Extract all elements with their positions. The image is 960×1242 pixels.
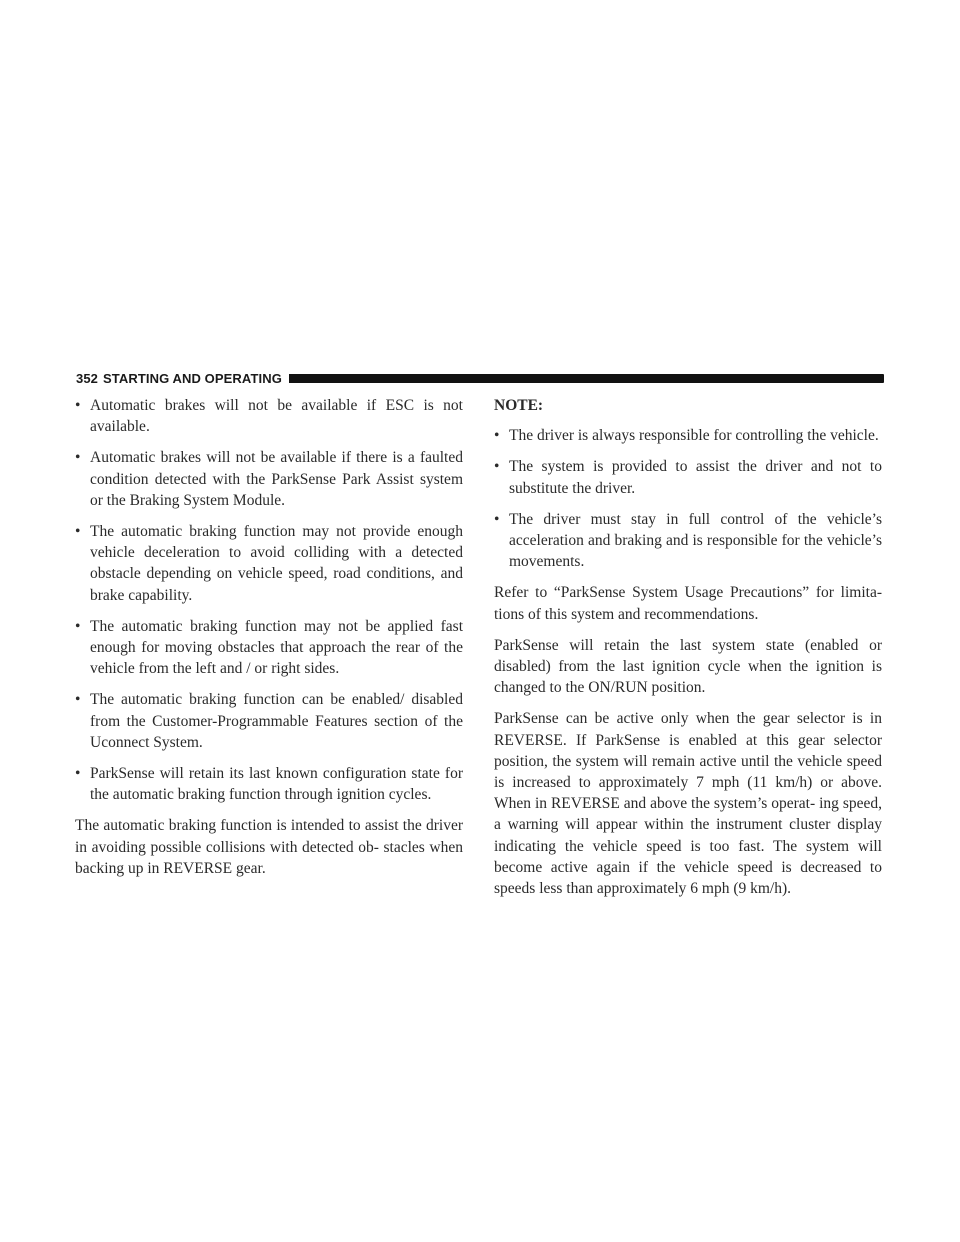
- list-item: [75, 521, 463, 606]
- list-item: [75, 616, 463, 680]
- note-bullet-list: [494, 425, 882, 572]
- body-paragraph: ParkSense can be active only when the gear selector is in REVERSE. If ParkSense is enabled at this gear selector position, the system will remain active until the vehicle speed is increased to approximately 7 mph (11 km/h) or above. When in REVERSE and above the system’s operat- ing speed, a warning will appear within the instrument cluster display indicating the vehicle speed is too fast. The system will become active again if the vehicle speed is decreased to speeds less than approximately 6 mph (9 km/h).: [494, 710, 882, 898]
- list-item-text: Automatic brakes will not be available if ESC is not available.: [90, 397, 463, 436]
- body-paragraph: The automatic braking function is intended to assist the driver in avoiding possible collisions with detected ob- stacles when backing up in REVERSE gear.: [75, 817, 463, 877]
- body-paragraph: Refer to “ParkSense System Usage Precautions” for limita- tions of this system and recommendations.: [494, 584, 882, 623]
- list-item-text: The system is provided to assist the driver and not to substitute the driver.: [509, 458, 882, 497]
- page-header: [76, 370, 884, 386]
- left-column: [75, 395, 463, 889]
- bullet-icon: •: [75, 397, 81, 414]
- bullet-icon: •: [75, 617, 81, 635]
- bullet-icon: •: [75, 449, 81, 467]
- bullet-icon: •: [75, 691, 81, 709]
- header-rule: [289, 374, 884, 383]
- list-item-text: Automatic brakes will not be available if there is a faulted condition detected with the ParkSense Park Assist system or the Braking System Module.: [90, 449, 463, 509]
- list-item-text: The automatic braking function can be enabled/ disabled from the Customer-Programmable Features section of the Uconnect System.: [90, 691, 463, 751]
- section-title: STARTING AND OPERATING: [103, 370, 282, 386]
- bullet-icon: •: [494, 510, 500, 528]
- page-number: 352: [76, 370, 98, 386]
- list-item-text: The automatic braking function may not provide enough vehicle deceleration to avoid colliding with a detected obstacle depending on vehicle speed, road conditions, and brake capability.: [90, 523, 463, 604]
- bullet-icon: •: [75, 765, 81, 783]
- list-item: [75, 763, 463, 805]
- list-item: [75, 447, 463, 511]
- list-item-text: The driver is always responsible for controlling the vehicle.: [509, 427, 879, 445]
- note-heading: NOTE:: [494, 397, 544, 414]
- bullet-icon: •: [494, 427, 500, 445]
- list-item: [494, 509, 882, 573]
- list-item-text: ParkSense will retain its last known configuration state for the automatic braking function through ignition cycles.: [90, 765, 463, 804]
- list-item: [75, 395, 463, 437]
- left-bullet-list: [75, 395, 463, 805]
- list-item-text: The driver must stay in full control of the vehicle’s acceleration and braking and is responsible for the vehicle’s movements.: [509, 510, 882, 571]
- body-paragraph: ParkSense will retain the last system state (enabled or disabled) from the last ignition cycle when the ignition is changed to the ON/RUN position.: [494, 636, 882, 697]
- right-column: [494, 395, 882, 909]
- list-item: [494, 456, 882, 498]
- bullet-icon: •: [494, 458, 500, 476]
- bullet-icon: •: [75, 523, 81, 541]
- list-item: [494, 425, 882, 446]
- list-item-text: The automatic braking function may not be applied fast enough for moving obstacles that approach the rear of the vehicle from the left and / or right sides.: [90, 617, 463, 678]
- list-item: [75, 689, 463, 753]
